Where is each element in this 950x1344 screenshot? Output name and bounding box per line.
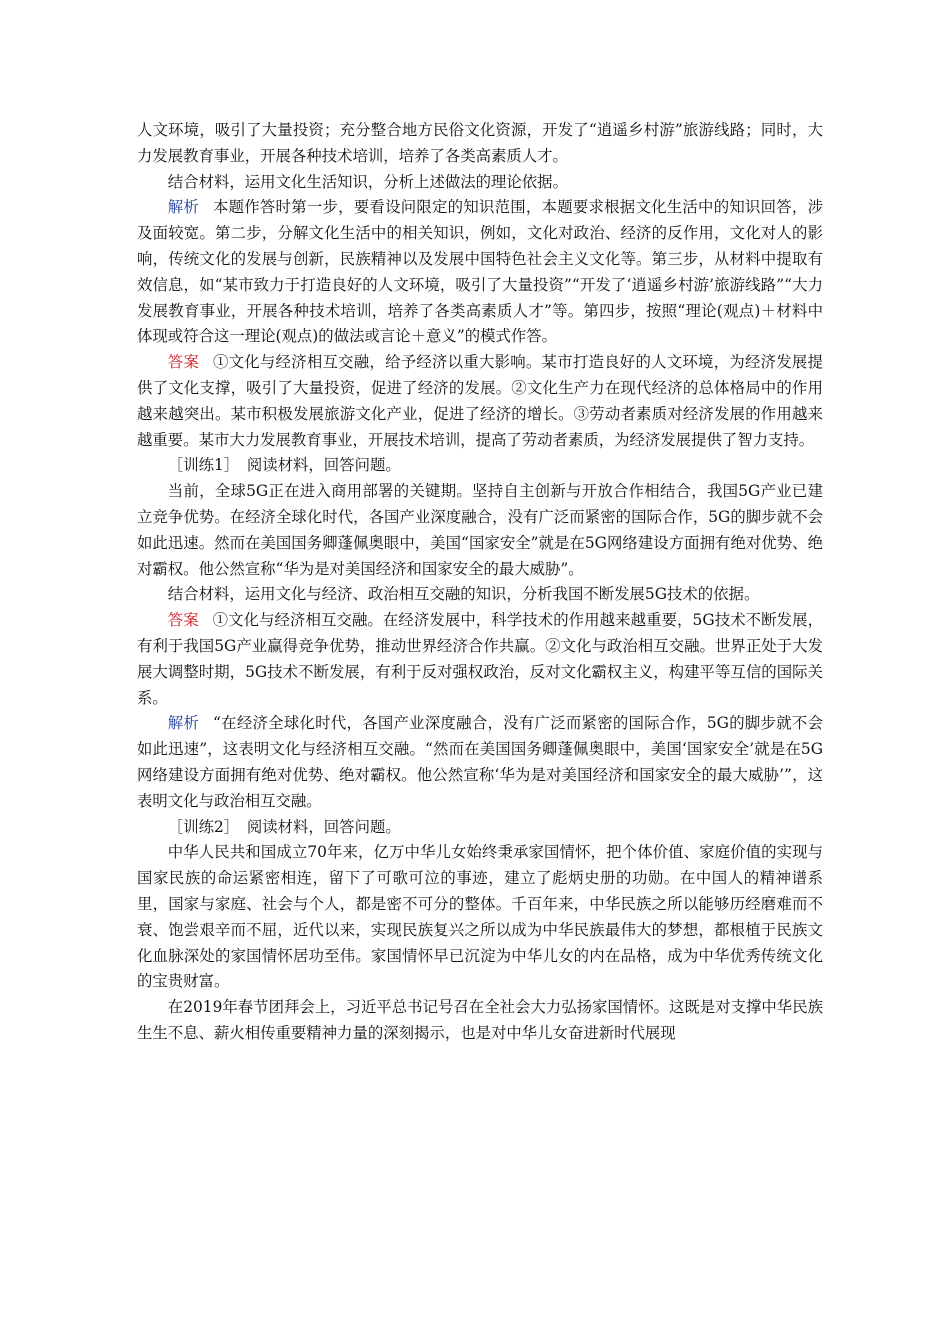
analysis-label: 解析 [167,198,200,217]
analysis-text: “在经济全球化时代，各国产业深度融合，没有广泛而紧密的国际合作，5G的脚步就不会如此迅速”，这表明文化与经济相互交融。“然而在美国国务卿蓬佩奥眼中，美国‘国家安全’就是在5G网络建设方面拥有绝对优势、绝对霸权。他公然宣称‘华为是对美国经济和国家安全的最大威胁’”，这表明文化与政治相互交融。 [137,714,823,810]
exercise-1-heading: ［训练1］ 阅读材料，回答问题。 [167,456,401,475]
answer-label: 答案 [167,611,199,630]
exercise-2-material-2: 在2019年春节团拜会上，习近平总书记号召在全社会大力弘扬家国情怀。这既是对支撑中华民族生生不息、薪火相传重要精神力量的深刻揭示，也是对中华儿女奋进新时代展现 [137,998,823,1042]
question-prompt: 结合材料，运用文化生活知识，分析上述做法的理论依据。 [167,172,568,191]
answer-label: 答案 [167,353,200,372]
document-page [137,118,823,1047]
analysis-label: 解析 [167,714,200,733]
exercise-1-answer [137,608,823,711]
exercise-1-question: 结合材料，运用文化与经济、政治相互交融的知识，分析我国不断发展5G技术的依据。 [167,585,760,604]
answer-paragraph [137,350,823,453]
analysis-paragraph [137,195,823,350]
exercise-1-analysis [137,711,823,814]
answer-text: ①文化与经济相互交融。在经济发展中，科学技术的作用越来越重要，5G技术不断发展，有利于我国5G产业赢得竞争优势，推动世界经济合作共赢。②文化与政治相互交融。世界正处于大发展大调整时期，5G技术不断发展，有利于反对强权政治，反对文化霸权主义，构建平等互信的国际关系。 [137,611,823,707]
material-continuation: 人文环境，吸引了大量投资；充分整合地方民俗文化资源，开发了“逍遥乡村游”旅游线路；同时，大力发展教育事业，开展各种技术培训，培养了各类高素质人才。 [137,121,823,165]
exercise-2-material-1: 中华人民共和国成立70年来，亿万中华儿女始终秉承家国情怀，把个体价值、家庭价值的实现与国家民族的命运紧密相连，留下了可歌可泣的事迹，建立了彪炳史册的功勋。在中国人的精神谱系里，国家与家庭、社会与个人，都是密不可分的整体。千百年来，中华民族之所以能够历经磨难而不衰、饱尝艰辛而不屈，近代以来，实现民族复兴之所以成为中华民族最伟大的梦想，都根植于民族文化血脉深处的家国情怀居功至伟。家国情怀早已沉淀为中华儿女的内在品格，成为中华优秀传统文化的宝贵财富。 [137,843,823,991]
analysis-text: 本题作答时第一步，要看设问限定的知识范围，本题要求根据文化生活中的知识回答，涉及面较宽。第二步，分解文化生活中的相关知识，例如，文化对政治、经济的反作用，文化对人的影响，传统文化的发展与创新，民族精神以及发展中国特色社会主义文化等。第三步，从材料中提取有效信息，如“某市致力于打造良好的人文环境，吸引了大量投资”“开发了‘逍遥乡村游’旅游线路”“大力发展教育事业，开展各种技术培训，培养了各类高素质人才”等。第四步，按照“理论(观点)＋材料中体现或符合这一理论(观点)的做法或言论＋意义”的模式作答。 [137,198,823,346]
answer-text: ①文化与经济相互交融，给予经济以重大影响。某市打造良好的人文环境，为经济发展提供了文化支撑，吸引了大量投资，促进了经济的发展。②文化生产力在现代经济的总体格局中的作用越来越突出。某市积极发展旅游文化产业，促进了经济的增长。③劳动者素质对经济发展的作用越来越重要。某市大力发展教育事业，开展技术培训，提高了劳动者素质，为经济发展提供了智力支持。 [137,353,823,449]
exercise-2-heading: ［训练2］ 阅读材料，回答问题。 [167,817,401,836]
exercise-1-material: 当前，全球5G正在进入商用部署的关键期。坚持自主创新与开放合作相结合，我国5G产业已建立竞争优势。在经济全球化时代，各国产业深度融合，没有广泛而紧密的国际合作，5G的脚步就不会如此迅速。然而在美国国务卿蓬佩奥眼中，美国“国家安全”就是在5G网络建设方面拥有绝对优势、绝对霸权。他公然宣称“华为是对美国经济和国家安全的最大威胁”。 [137,482,823,578]
